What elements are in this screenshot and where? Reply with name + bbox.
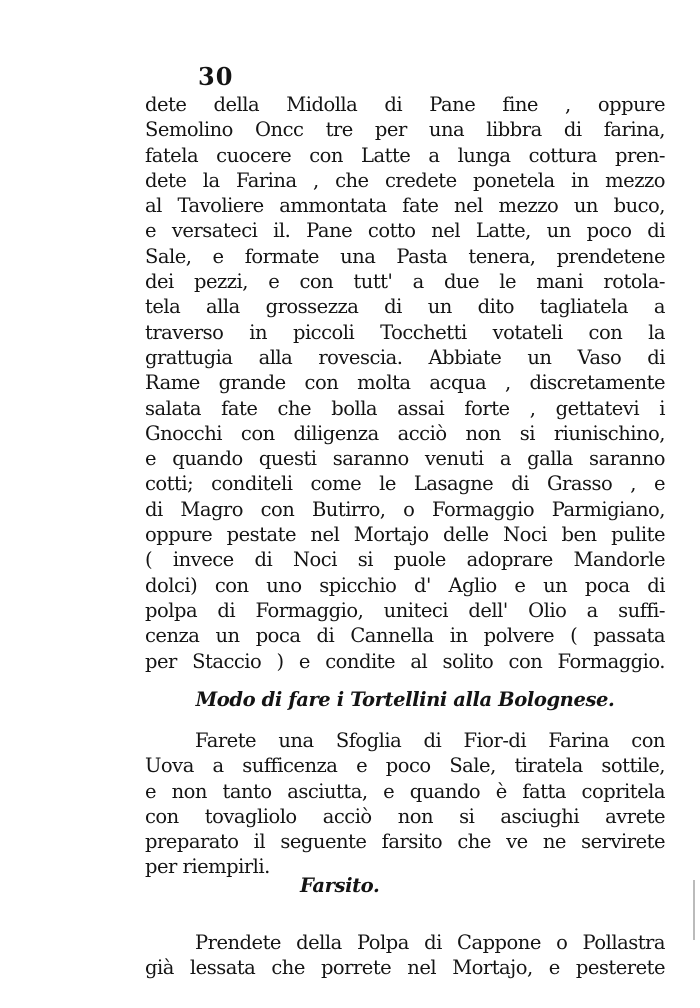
text-line: preparato il seguente farsito che ve ne servirete: [145, 830, 665, 854]
page-number: 30: [198, 62, 234, 91]
text-line: per Staccio ) e condite al solito con Formaggio.: [145, 649, 665, 673]
text-line: polpa di Formaggio, uniteci dell' Olio a suffi-: [145, 598, 665, 622]
text-line: dei pezzi, e con tutt' a due le mani rotola-: [145, 270, 665, 294]
text-line: tela alla grossezza di un dito tagliatela a: [145, 295, 665, 319]
paragraph-gnocchi: [145, 92, 665, 674]
text-line: e versateci il. Pane cotto nel Latte, un poco di: [145, 219, 665, 243]
text-line: Farete una Sfoglia di Fior-di Farina con: [195, 729, 665, 752]
text-line: ( invece di Noci si puole adoprare Mandorle: [145, 548, 665, 572]
paragraph-tortellini: [145, 728, 665, 880]
text-line: dolci) con uno spicchio d' Aglio e un poca di: [145, 573, 665, 597]
text-line: già lessata che porrete nel Mortajo, e pesterete: [145, 956, 665, 980]
text-line: salata fate che bolla assai forte , gettatevi i: [145, 396, 665, 420]
text-line: traverso in piccoli Tocchetti votateli con la: [145, 320, 665, 344]
text-line: al Tavoliere ammontata fate nel mezzo un buco,: [145, 194, 665, 218]
text-line: dete della Midolla di Pane fine , oppure: [145, 93, 665, 116]
text-line: cenza un poca di Cannella in polvere ( passata: [145, 624, 665, 648]
text-line: Uova a sufficenza e poco Sale, tiratela sottile,: [145, 754, 665, 778]
text-line: Prendete della Polpa di Cappone o Pollastra: [195, 931, 665, 954]
text-line: oppure pestate nel Mortajo delle Noci ben pulite: [145, 523, 665, 547]
section-heading-farsito: Farsito.: [300, 874, 380, 897]
text-line: dete la Farina , che credete ponetela in mezzo: [145, 168, 665, 192]
paragraph-farsito: [145, 930, 665, 981]
text-line: di Magro con Butirro, o Formaggio Parmigiano,: [145, 497, 665, 521]
text-line: e non tanto asciutta, e quando è fatta copritela: [145, 779, 665, 803]
text-line: grattugia alla rovescia. Abbiate un Vaso di: [145, 345, 665, 369]
page-edge-shadow: [693, 880, 695, 940]
text-line: Rame grande con molta acqua , discretamente: [145, 371, 665, 395]
text-line: con tovagliolo acciò non si asciughi avrete: [145, 804, 665, 828]
text-line: per riempirli.: [145, 855, 270, 879]
text-line: Sale, e formate una Pasta tenera, prendetene: [145, 244, 665, 268]
section-heading-tortellini: Modo di fare i Tortellini alla Bolognese.: [195, 688, 615, 711]
text-line: Gnocchi con diligenza acciò non si riunischino,: [145, 421, 665, 445]
text-line: e quando questi saranno venuti a galla saranno: [145, 447, 665, 471]
text-line: cotti; conditeli come le Lasagne di Grasso , e: [145, 472, 665, 496]
text-line: fatela cuocere con Latte a lunga cottura pren-: [145, 143, 665, 167]
text-line: Semolino Oncc tre per una libbra di farina,: [145, 118, 665, 142]
